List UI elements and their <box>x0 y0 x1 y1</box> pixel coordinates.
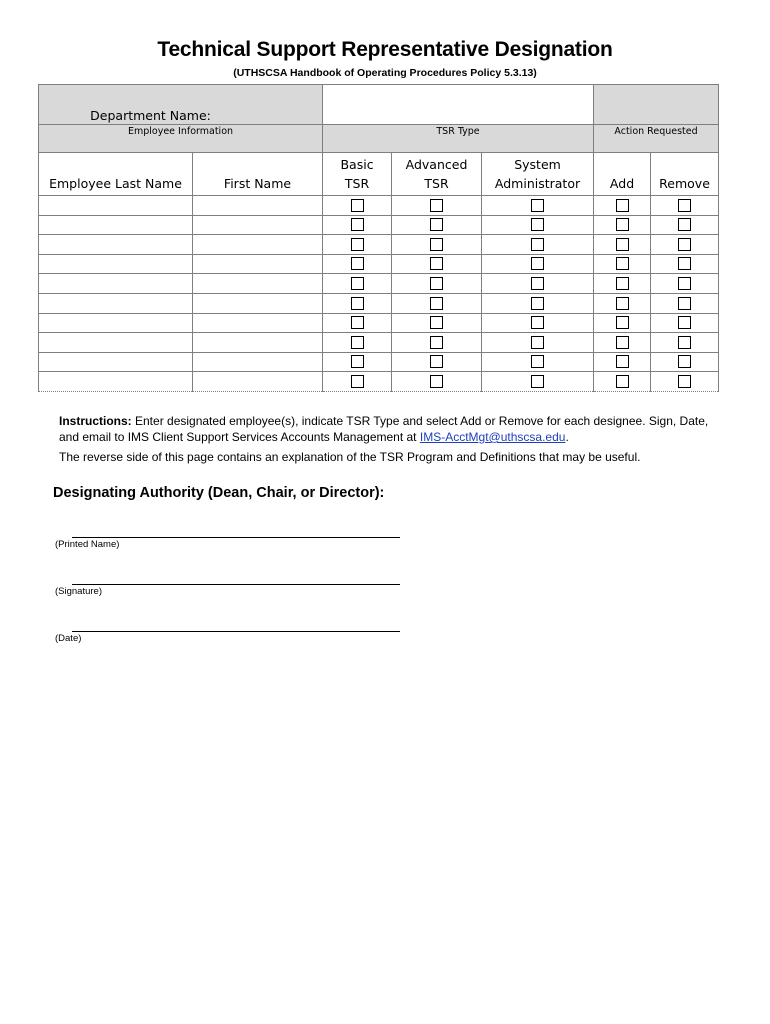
add-checkbox[interactable] <box>616 336 629 349</box>
first-name-cell[interactable] <box>193 215 323 235</box>
add-cell <box>594 274 651 294</box>
basic-tsr-checkbox[interactable] <box>351 218 364 231</box>
basic-tsr-checkbox[interactable] <box>351 375 364 388</box>
form-subtitle: (UTHSCSA Handbook of Operating Procedures Policy 5.3.13) <box>233 67 537 79</box>
remove-checkbox[interactable] <box>678 257 691 270</box>
remove-checkbox[interactable] <box>678 238 691 251</box>
remove-cell <box>651 372 719 392</box>
remove-cell <box>651 293 719 313</box>
system-admin-cell <box>482 196 594 216</box>
signature-line[interactable] <box>72 584 400 585</box>
first-name-cell[interactable] <box>193 274 323 294</box>
last-name-cell[interactable] <box>39 274 193 294</box>
remove-checkbox[interactable] <box>678 355 691 368</box>
system-admin-cell <box>482 254 594 274</box>
basic-tsr-cell <box>323 254 392 274</box>
advanced-tsr-cell <box>392 196 482 216</box>
add-cell <box>594 196 651 216</box>
advanced-tsr-checkbox[interactable] <box>430 238 443 251</box>
basic-tsr-checkbox[interactable] <box>351 238 364 251</box>
system-admin-checkbox[interactable] <box>531 316 544 329</box>
basic-tsr-cell <box>323 313 392 333</box>
system-admin-checkbox[interactable] <box>531 297 544 310</box>
basic-tsr-cell <box>323 352 392 372</box>
add-cell <box>594 215 651 235</box>
system-admin-checkbox[interactable] <box>531 238 544 251</box>
system-admin-checkbox[interactable] <box>531 355 544 368</box>
table-row <box>39 215 719 235</box>
add-checkbox[interactable] <box>616 355 629 368</box>
add-checkbox[interactable] <box>616 316 629 329</box>
action-requested-header: Action Requested <box>594 125 719 153</box>
advanced-tsr-checkbox[interactable] <box>430 336 443 349</box>
remove-cell <box>651 215 719 235</box>
system-admin-cell <box>482 372 594 392</box>
table-row <box>39 196 719 216</box>
advanced-tsr-cell <box>392 274 482 294</box>
system-admin-checkbox[interactable] <box>531 199 544 212</box>
remove-checkbox[interactable] <box>678 277 691 290</box>
advanced-tsr-checkbox[interactable] <box>430 199 443 212</box>
system-admin-checkbox[interactable] <box>531 277 544 290</box>
basic-tsr-cell <box>323 196 392 216</box>
add-cell <box>594 352 651 372</box>
system-admin-checkbox[interactable] <box>531 336 544 349</box>
system-admin-checkbox[interactable] <box>531 218 544 231</box>
first-name-cell[interactable] <box>193 313 323 333</box>
department-extra-cell <box>594 85 719 125</box>
date-label: (Date) <box>55 633 82 644</box>
first-name-cell[interactable] <box>193 293 323 313</box>
signature-label: (Signature) <box>55 586 102 597</box>
last-name-cell[interactable] <box>39 293 193 313</box>
advanced-tsr-checkbox[interactable] <box>430 375 443 388</box>
system-admin-cell <box>482 313 594 333</box>
basic-tsr-cell <box>323 372 392 392</box>
remove-cell <box>651 274 719 294</box>
remove-cell <box>651 254 719 274</box>
department-name-label: Department Name: <box>39 85 323 125</box>
last-name-cell[interactable] <box>39 235 193 255</box>
basic-tsr-checkbox[interactable] <box>351 355 364 368</box>
basic-tsr-cell <box>323 333 392 353</box>
remove-checkbox[interactable] <box>678 336 691 349</box>
instructions-text: Enter designated employee(s), indicate TSR Type and select Add or Remove for each designee. Sign, Date, and email to IMS Client Support Services Accounts Management at <box>59 414 709 444</box>
tsr-type-header: TSR Type <box>323 125 594 153</box>
table-row <box>39 372 719 392</box>
col-add: Add <box>594 153 651 196</box>
instructions-paragraph: Instructions: Enter designated employee(s), indicate TSR Type and select Add or Remove for each designee. Sign, Date, and email to IMS Client Support Services Accounts Management at IMS-AcctMgt@uthscsa.edu. <box>59 414 709 444</box>
advanced-tsr-checkbox[interactable] <box>430 316 443 329</box>
date-line[interactable] <box>72 631 400 632</box>
employee-info-header: Employee Information <box>39 125 323 153</box>
basic-tsr-cell <box>323 235 392 255</box>
printed-name-line[interactable] <box>72 537 400 538</box>
form-title: Technical Support Representative Designation <box>157 38 613 61</box>
add-cell <box>594 235 651 255</box>
table-row <box>39 235 719 255</box>
first-name-cell[interactable] <box>193 372 323 392</box>
advanced-tsr-cell <box>392 293 482 313</box>
advanced-tsr-cell <box>392 333 482 353</box>
remove-checkbox[interactable] <box>678 218 691 231</box>
advanced-tsr-checkbox[interactable] <box>430 297 443 310</box>
remove-cell <box>651 333 719 353</box>
first-name-cell[interactable] <box>193 254 323 274</box>
first-name-cell[interactable] <box>193 352 323 372</box>
last-name-cell[interactable] <box>39 215 193 235</box>
table-row <box>39 274 719 294</box>
remove-checkbox[interactable] <box>678 375 691 388</box>
remove-cell <box>651 196 719 216</box>
add-checkbox[interactable] <box>616 218 629 231</box>
add-checkbox[interactable] <box>616 257 629 270</box>
last-name-cell[interactable] <box>39 196 193 216</box>
add-cell <box>594 372 651 392</box>
col-remove: Remove <box>651 153 719 196</box>
advanced-tsr-cell <box>392 352 482 372</box>
add-cell <box>594 293 651 313</box>
system-admin-cell <box>482 235 594 255</box>
add-checkbox[interactable] <box>616 297 629 310</box>
system-admin-cell <box>482 274 594 294</box>
reverse-note: The reverse side of this page contains an explanation of the TSR Program and Definitions that may be useful. <box>59 450 641 464</box>
basic-tsr-checkbox[interactable] <box>351 297 364 310</box>
department-name-field[interactable] <box>323 85 594 125</box>
basic-tsr-checkbox[interactable] <box>351 336 364 349</box>
system-admin-cell <box>482 215 594 235</box>
last-name-cell[interactable] <box>39 313 193 333</box>
col-basic-tsr: Basic TSR <box>323 153 392 196</box>
remove-cell <box>651 235 719 255</box>
remove-cell <box>651 313 719 333</box>
table-row <box>39 293 719 313</box>
col-last-name: Employee Last Name <box>39 153 193 196</box>
add-checkbox[interactable] <box>616 238 629 251</box>
add-cell <box>594 333 651 353</box>
authority-heading: Designating Authority (Dean, Chair, or Director): <box>53 485 385 501</box>
advanced-tsr-cell <box>392 235 482 255</box>
advanced-tsr-cell <box>392 372 482 392</box>
system-admin-checkbox[interactable] <box>531 257 544 270</box>
advanced-tsr-checkbox[interactable] <box>430 257 443 270</box>
system-admin-cell <box>482 293 594 313</box>
designation-table <box>38 84 719 392</box>
remove-checkbox[interactable] <box>678 297 691 310</box>
col-advanced-tsr: Advanced TSR <box>392 153 482 196</box>
advanced-tsr-checkbox[interactable] <box>430 218 443 231</box>
basic-tsr-checkbox[interactable] <box>351 316 364 329</box>
remove-checkbox[interactable] <box>678 316 691 329</box>
last-name-cell[interactable] <box>39 372 193 392</box>
email-link[interactable]: IMS-AcctMgt@uthscsa.edu <box>419 430 566 444</box>
first-name-cell[interactable] <box>193 235 323 255</box>
system-admin-cell <box>482 333 594 353</box>
basic-tsr-checkbox[interactable] <box>351 199 364 212</box>
last-name-cell[interactable] <box>39 254 193 274</box>
remove-checkbox[interactable] <box>678 199 691 212</box>
system-admin-checkbox[interactable] <box>531 375 544 388</box>
add-cell <box>594 254 651 274</box>
last-name-cell[interactable] <box>39 333 193 353</box>
remove-cell <box>651 352 719 372</box>
table-row <box>39 333 719 353</box>
system-admin-cell <box>482 352 594 372</box>
printed-name-label: (Printed Name) <box>55 539 120 550</box>
last-name-cell[interactable] <box>39 352 193 372</box>
basic-tsr-checkbox[interactable] <box>351 277 364 290</box>
table-row <box>39 313 719 333</box>
first-name-cell[interactable] <box>193 333 323 353</box>
instructions-block <box>59 413 719 469</box>
basic-tsr-checkbox[interactable] <box>351 257 364 270</box>
col-system-administrator: System Administrator <box>482 153 594 196</box>
basic-tsr-cell <box>323 274 392 294</box>
first-name-cell[interactable] <box>193 196 323 216</box>
advanced-tsr-checkbox[interactable] <box>430 355 443 368</box>
advanced-tsr-cell <box>392 215 482 235</box>
col-first-name: First Name <box>193 153 323 196</box>
instructions-lead: Instructions: <box>59 414 132 428</box>
add-checkbox[interactable] <box>616 199 629 212</box>
basic-tsr-cell <box>323 215 392 235</box>
basic-tsr-cell <box>323 293 392 313</box>
table-row <box>39 352 719 372</box>
advanced-tsr-cell <box>392 254 482 274</box>
table-row <box>39 254 719 274</box>
add-checkbox[interactable] <box>616 277 629 290</box>
add-cell <box>594 313 651 333</box>
advanced-tsr-cell <box>392 313 482 333</box>
advanced-tsr-checkbox[interactable] <box>430 277 443 290</box>
add-checkbox[interactable] <box>616 375 629 388</box>
